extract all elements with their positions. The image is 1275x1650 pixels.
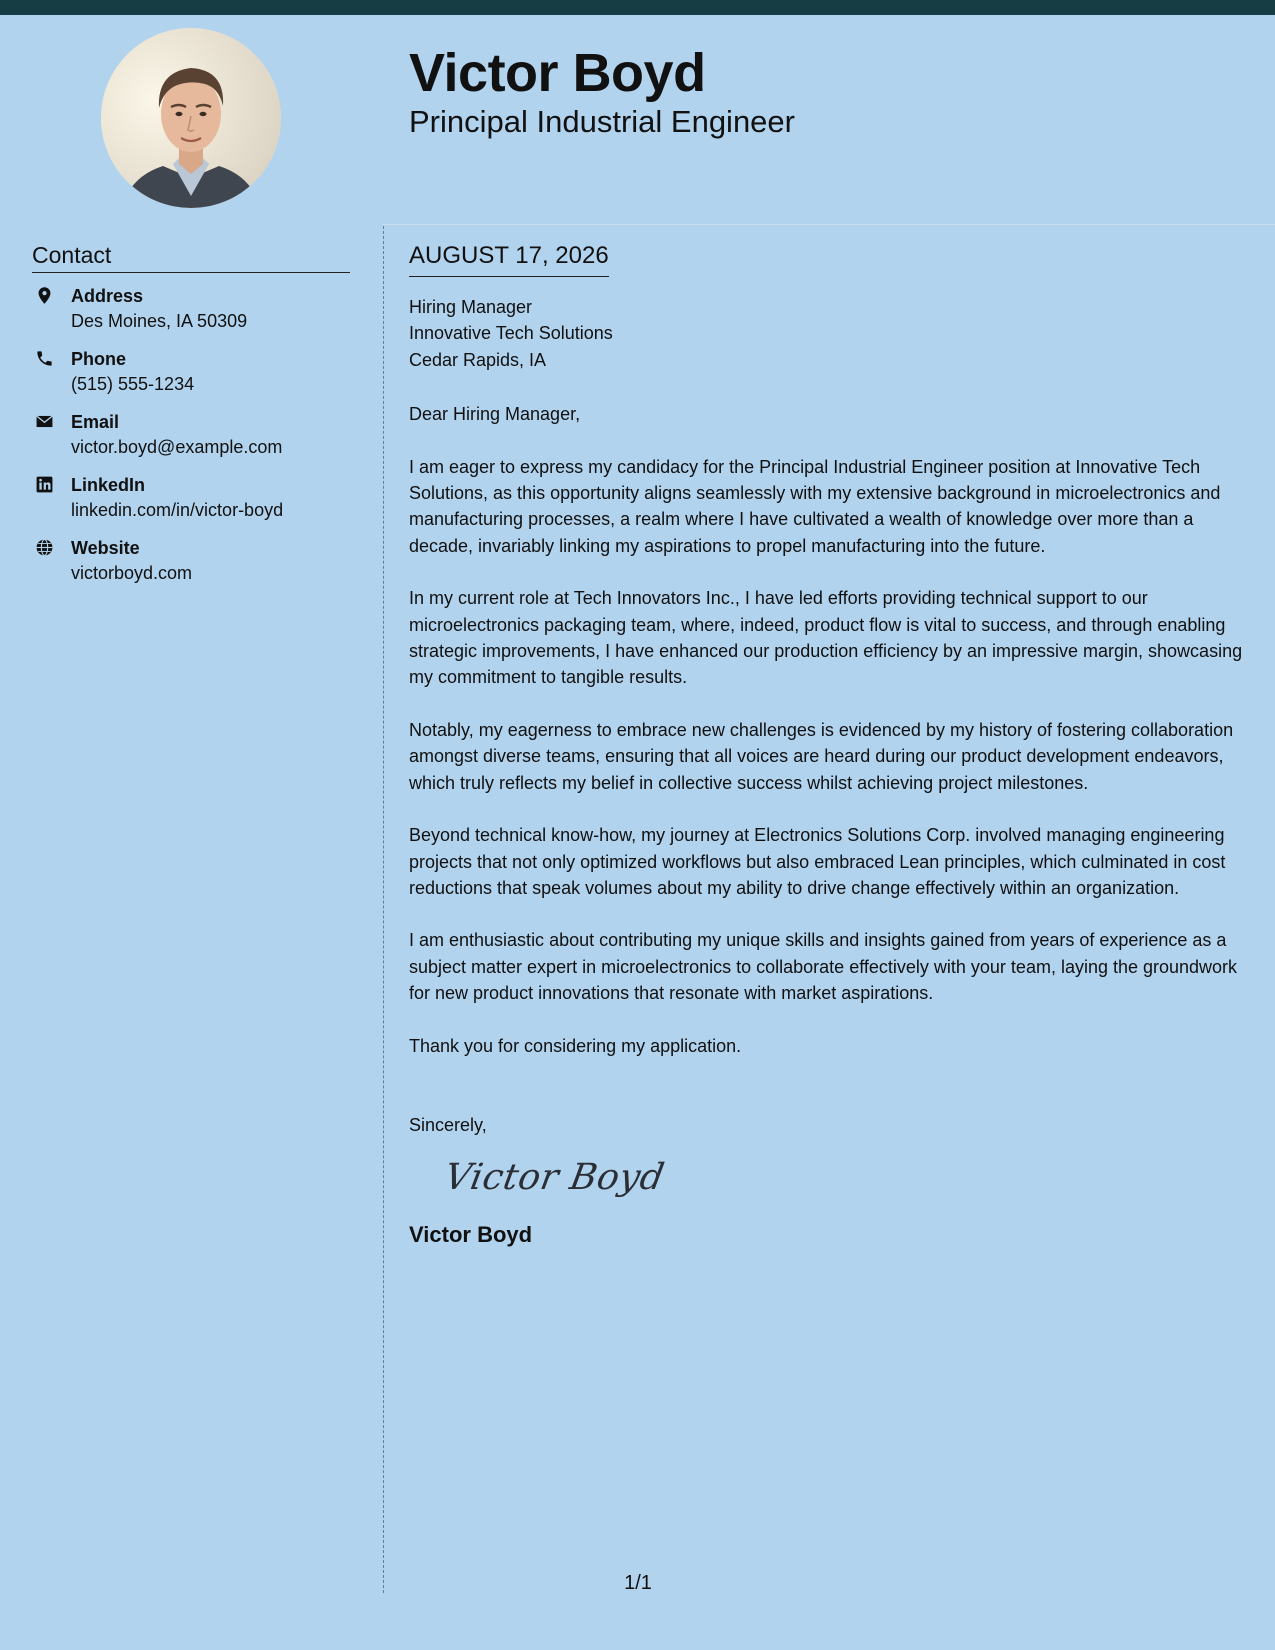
contact-value: linkedin.com/in/victor-boyd (71, 500, 284, 520)
contact-item-phone (32, 347, 362, 410)
letter-paragraph: Notably, my eagerness to embrace new challenges is evidenced by my history of fostering collaboration amongst diverse teams, ensuring that all voices are heard during our product development endeavors, which truly reflects my belief in collective success whilst achieving project milestones. (409, 719, 1234, 793)
letter-paragraph: Thank you for considering my application. (409, 1035, 742, 1056)
recipient-line: Innovative Tech Solutions (409, 323, 613, 344)
contact-label: Phone (71, 349, 127, 369)
applicant-job-title: Principal Industrial Engineer (409, 104, 795, 139)
profile-photo-illustration (101, 28, 281, 208)
signature: Victor Boyd (441, 1157, 668, 1199)
column-divider (383, 226, 384, 1593)
contact-value: Des Moines, IA 50309 (71, 311, 248, 331)
page-number: 1/1 (624, 1572, 652, 1594)
contact-value: victorboyd.com (71, 563, 193, 583)
letter-date: AUGUST 17, 2026 (409, 240, 609, 277)
contact-item-website (32, 536, 362, 599)
contact-label: LinkedIn (71, 475, 146, 495)
contact-item-email (32, 410, 362, 473)
recipient-block (409, 294, 1254, 373)
contact-value: victor.boyd@example.com (71, 437, 283, 457)
envelope-icon (35, 412, 54, 431)
phone-icon (35, 349, 54, 368)
contact-item-linkedin (32, 473, 362, 536)
top-accent-bar (0, 0, 1275, 15)
letter-paragraph: I am eager to express my candidacy for the Principal Industrial Engineer position at Innovative Tech Solutions, as this opportunity aligns seamlessly with my extensive background in microelectronics and manufacturing processes, a realm where I have cultivated a wealth of knowledge over more than a decade, invariably linking my aspirations to propel manufacturing into the future. (409, 456, 1221, 556)
salutation: Dear Hiring Manager, (409, 404, 581, 425)
letter-body (409, 240, 1254, 1250)
contact-label: Website (71, 538, 140, 558)
contact-item-address (32, 284, 362, 347)
globe-icon (35, 538, 54, 557)
recipient-line: Hiring Manager (409, 297, 533, 317)
profile-photo (101, 28, 281, 208)
closing: Sincerely, (409, 1114, 487, 1135)
linkedin-icon (35, 475, 54, 494)
recipient-line: Cedar Rapids, IA (409, 349, 547, 370)
letter-paragraph: I am enthusiastic about contributing my unique skills and insights gained from years of experience as a subject matter expert in microelectronics to collaborate effectively with your team, laying the groundwork for new product innovations that resonate with market aspirations. (409, 930, 1238, 1004)
contact-label: Address (71, 286, 144, 306)
map-pin-icon (35, 286, 54, 305)
contact-value: (515) 555-1234 (71, 374, 195, 394)
signer-name: Victor Boyd (409, 1222, 533, 1248)
letter-paragraph: Beyond technical know-how, my journey at Electronics Solutions Corp. involved managing engineering projects that not only optimized workflows but also embraced Lean principles, which culminated in cost reductions that speak volumes about my ability to drive change effectively within an organization. (409, 825, 1226, 898)
header-divider (383, 224, 1275, 225)
letter-paragraph: In my current role at Tech Innovators Inc., I have led efforts providing technical support to our microelectronics packaging team, where, indeed, product flow is vital to success, and through enabling strategic improvements, I have enhanced our production efficiency by an impressive margin, showcasing my commitment to tangible results. (409, 588, 1243, 688)
applicant-name: Victor Boyd (409, 43, 706, 103)
contact-heading: Contact (32, 240, 350, 273)
contact-list (32, 284, 362, 599)
contact-label: Email (71, 412, 120, 432)
